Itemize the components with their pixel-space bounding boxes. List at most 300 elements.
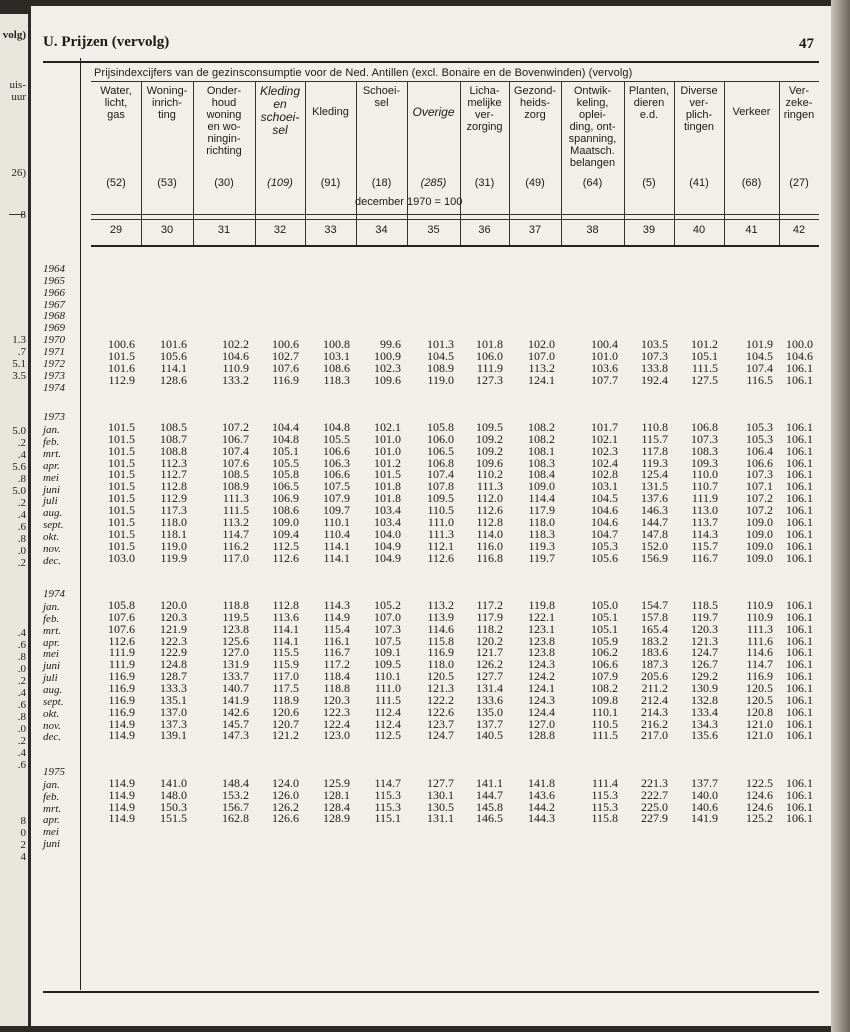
table-cell: 126.2 [476,657,503,672]
table-cell: 126.0 [272,787,299,802]
table-cell: 109.0 [528,479,555,494]
column-header [724,82,779,218]
table-cell: 122.2 [427,692,454,707]
table-cell: 106.1 [786,479,813,494]
table-cell: 123.8 [528,633,555,648]
table-cell: 109.0 [272,514,299,529]
margin-fragment: .2 [17,497,26,509]
table-cell: 114.7 [374,775,401,790]
row-label: feb. [43,790,60,803]
table-cell: 115.3 [591,799,618,814]
table-cell: 124.8 [160,657,187,672]
table-cell: 124.6 [746,787,773,802]
table-cell: 101.0 [374,431,401,446]
table-cell: 105.3 [746,420,773,435]
table-cell: 140.0 [691,787,718,802]
table-cell: 227.9 [641,811,668,826]
table-cell: 125.9 [323,775,350,790]
row-label: jan. [43,778,60,791]
table-cell: 114.1 [323,550,350,565]
table-cell: 113.0 [691,503,718,518]
table-cell: 100.4 [591,337,618,352]
row-label: 1975 [43,765,65,778]
table-cell: 145.7 [222,716,249,731]
table-cell: 108.6 [323,360,350,375]
table-cell: 112.6 [427,550,454,565]
table-cell: 107.3 [374,621,401,636]
table-cell: 147.3 [222,728,249,743]
table-cell: 118.0 [427,657,454,672]
column-rule [356,82,357,247]
table-cell: 137.0 [160,704,187,719]
table-cell: 118.3 [528,526,555,541]
table-cell: 124.1 [528,680,555,695]
table-cell: 107.2 [746,491,773,506]
table-cell: 135.6 [691,728,718,743]
table-cell: 137.3 [160,716,187,731]
table-cell: 134.3 [691,716,718,731]
table-cell: 115.7 [691,538,718,553]
table-cell: 112.0 [476,491,503,506]
table-cell: 133.2 [222,372,249,387]
table-cell: 130.1 [427,787,454,802]
table-cell: 128.8 [528,728,555,743]
table-cell: 106.8 [427,455,454,470]
table-cell: 111.5 [691,360,718,375]
bottom-rule [43,991,819,993]
row-label: 1974 [43,381,65,394]
column-number: 29 [109,224,123,236]
row-label: dec. [43,554,62,567]
table-cell: 106.1 [786,360,813,375]
row-label: juni [43,838,61,851]
table-cell: 121.9 [160,621,187,636]
table-cell: 115.8 [591,811,618,826]
table-cell: 115.1 [374,811,401,826]
table-cell: 104.7 [591,526,618,541]
table-cell: 113.2 [427,597,454,612]
margin-fragment: 8 [20,815,26,827]
margin-fragment: volg) [2,29,26,41]
table-cell: 103.5 [641,337,668,352]
column-header [779,82,819,218]
table-cell: 105.8 [272,467,299,482]
row-label: mrt. [43,624,62,637]
table-cell: 116.8 [476,550,503,565]
margin-fragment: uis- [9,79,26,91]
margin-fragment: .6 [17,521,26,533]
column-label: Ontwik- keling, oplei- ding, ont- spanning, Maatsch. belangen [568,85,617,169]
table-cell: 101.5 [108,420,135,435]
table-cell: 104.4 [272,420,299,435]
table-cell: 127.0 [528,716,555,731]
column-header [509,82,561,218]
table-supertitle: Prijsindexcijfers van de gezinsconsumptie voor de Ned. Antillen (excl. Bonaire en de Bovenwinden) (vervolg) [94,67,633,79]
row-label: apr. [43,814,60,827]
table-cell: 110.9 [746,597,773,612]
table-cell: 108.5 [222,467,249,482]
top-rule [43,61,819,63]
margin-fragment: 1.3 [12,334,26,346]
table-cell: 101.8 [374,491,401,506]
table-cell: 137.7 [691,775,718,790]
column-number: 41 [745,224,758,236]
table-cell: 217.0 [641,728,668,743]
table-cell: 123.8 [222,621,249,636]
column-header [193,82,255,218]
table-cell: 114.7 [746,657,773,672]
margin-fragment: .4 [17,687,26,699]
table-cell: 100.0 [786,337,813,352]
margin-fragment: .8 [17,651,26,663]
table-cell: 118.3 [323,372,350,387]
table-cell: 106.6 [591,657,618,672]
table-cell: 120.5 [746,692,773,707]
table-cell: 104.5 [427,348,454,363]
table-cell: 108.8 [160,443,187,458]
table-cell: 121.7 [476,645,503,660]
table-cell: 115.5 [272,645,299,660]
table-cell: 104.9 [374,538,401,553]
table-cell: 116.7 [323,645,350,660]
table-cell: 109.0 [746,526,773,541]
column-header [305,82,356,218]
table-cell: 106.1 [786,503,813,518]
table-cell: 113.7 [691,514,718,529]
table-cell: 118.1 [160,526,187,541]
row-label: mei [43,471,59,484]
table-cell: 107.5 [374,633,401,648]
table-cell: 101.2 [374,455,401,470]
table-cell: 102.2 [222,337,249,352]
table-cell: 113.2 [222,514,249,529]
column-weight: (68) [741,177,762,189]
table-cell: 113.6 [272,609,299,624]
table-cell: 222.7 [641,787,668,802]
table-cell: 123.0 [323,728,350,743]
table-cell: 108.2 [528,420,555,435]
base-rule [91,214,819,215]
table-cell: 120.3 [323,692,350,707]
row-label: 1972 [43,357,65,370]
table-cell: 114.9 [108,728,135,743]
table-cell: 104.5 [746,348,773,363]
table-cell: 123.8 [528,645,555,660]
table-cell: 106.2 [591,645,618,660]
column-header [460,82,509,218]
table-cell: 112.6 [108,633,135,648]
row-label: 1966 [43,286,65,299]
table-cell: 111.3 [476,479,503,494]
column-weight: (18) [371,177,392,189]
table-cell: 117.2 [476,597,503,612]
column-weight: (91) [320,177,341,189]
table-cell: 116.9 [108,680,135,695]
table-cell: 103.1 [323,348,350,363]
table-cell: 109.1 [374,645,401,660]
table-cell: 141.0 [160,775,187,790]
table-cell: 101.5 [108,503,135,518]
table-cell: 137.6 [641,491,668,506]
table-cell: 114.3 [323,597,350,612]
table-cell: 102.4 [591,455,618,470]
table-cell: 119.0 [427,372,454,387]
column-rule [624,82,625,247]
table-cell: 131.4 [476,680,503,695]
column-weight: (30) [214,177,234,189]
table-cell: 115.4 [323,621,350,636]
row-label: feb. [43,436,60,449]
table-cell: 103.6 [591,360,618,375]
table-cell: 124.6 [746,799,773,814]
margin-fragment: .7 [17,346,26,358]
table-cell: 141.9 [691,811,718,826]
table-cell: 133.7 [222,669,249,684]
table-cell: 110.1 [323,514,350,529]
table-cell: 102.3 [591,443,618,458]
table-cell: 112.3 [160,455,187,470]
margin-fragment: 0 [20,827,26,839]
table-cell: 128.6 [160,372,187,387]
row-label: apr. [43,636,60,649]
column-number-rule-bottom [91,245,819,247]
table-cell: 127.7 [476,669,503,684]
table-cell: 128.7 [160,669,187,684]
table-cell: 106.1 [786,811,813,826]
column-rule [407,82,408,247]
row-label: okt. [43,531,60,544]
table-cell: 144.2 [528,799,555,814]
table-cell: 133.6 [476,692,503,707]
table-cell: 109.0 [746,514,773,529]
table-cell: 112.9 [108,372,135,387]
table-cell: 103.1 [591,479,618,494]
table-cell: 118.5 [691,597,718,612]
table-cell: 112.7 [160,467,187,482]
table-cell: 130.9 [691,680,718,695]
table-cell: 153.2 [222,787,249,802]
table-cell: 104.5 [591,491,618,506]
table-cell: 108.6 [272,503,299,518]
table-cell: 106.3 [323,455,350,470]
document-page [31,6,831,1026]
table-cell: 104.8 [323,420,350,435]
table-cell: 125.4 [641,467,668,482]
row-label: okt. [43,707,60,720]
table-cell: 103.0 [108,550,135,565]
table-cell: 106.1 [786,692,813,707]
row-label: juli [43,495,58,508]
margin-fragment: 26) [11,167,26,179]
margin-fragment: .8 [17,533,26,545]
table-cell: 114.1 [272,633,299,648]
table-cell: 106.5 [427,443,454,458]
column-rule [141,82,142,247]
table-cell: 135.0 [476,704,503,719]
table-cell: 124.1 [528,372,555,387]
column-rule [674,82,675,247]
table-cell: 112.6 [476,503,503,518]
table-cell: 114.6 [746,645,773,660]
row-label: jan. [43,424,60,437]
table-cell: 122.6 [427,704,454,719]
table-cell: 108.9 [222,479,249,494]
table-cell: 106.5 [272,479,299,494]
table-cell: 119.7 [691,609,718,624]
table-cell: 109.5 [427,491,454,506]
table-cell: 100.8 [323,337,350,352]
table-cell: 101.5 [108,491,135,506]
table-cell: 116.9 [272,372,299,387]
table-cell: 106.6 [746,455,773,470]
table-cell: 127.5 [691,372,718,387]
table-cell: 109.8 [591,692,618,707]
table-cell: 108.1 [528,443,555,458]
table-cell: 106.1 [786,538,813,553]
table-cell: 120.7 [272,716,299,731]
table-cell: 101.7 [591,420,618,435]
column-weight: (41) [689,177,709,189]
table-cell: 113.2 [528,360,555,375]
table-cell: 109.0 [746,550,773,565]
table-cell: 114.9 [108,811,135,826]
table-cell: 106.1 [786,455,813,470]
column-label: Woning- inrich- ting [146,85,188,121]
table-cell: 107.2 [222,420,249,435]
table-cell: 128.1 [323,787,350,802]
table-cell: 112.1 [427,538,454,553]
table-cell: 117.3 [160,503,187,518]
table-cell: 111.9 [476,360,503,375]
margin-fragment: 5.1 [12,358,26,370]
row-label: 1973 [43,411,65,424]
table-cell: 101.0 [374,443,401,458]
table-cell: 131.1 [427,811,454,826]
table-cell: 107.8 [427,479,454,494]
table-cell: 109.5 [476,420,503,435]
table-cell: 120.5 [427,669,454,684]
column-header [561,82,624,218]
table-cell: 183.2 [641,633,668,648]
table-cell: 114.0 [476,526,503,541]
table-cell: 121.0 [746,728,773,743]
table-cell: 127.7 [427,775,454,790]
table-cell: 117.0 [272,669,299,684]
table-cell: 119.3 [641,455,668,470]
table-cell: 101.6 [160,337,187,352]
column-label: Gezond- heids- zorg [513,85,557,121]
table-cell: 152.0 [641,538,668,553]
row-label: apr. [43,459,60,472]
table-cell: 115.8 [427,633,454,648]
table-cell: 127.3 [476,372,503,387]
column-number-rule-top [91,219,819,220]
table-cell: 114.9 [323,609,350,624]
table-cell: 116.9 [108,704,135,719]
table-cell: 112.9 [160,491,187,506]
table-cell: 121.3 [427,680,454,695]
table-cell: 101.5 [108,514,135,529]
table-cell: 105.3 [746,431,773,446]
table-cell: 142.6 [222,704,249,719]
table-cell: 108.3 [528,455,555,470]
page-number: 47 [799,36,814,52]
table-cell: 141.1 [476,775,503,790]
row-label: juni [43,483,61,496]
table-cell: 107.4 [746,360,773,375]
table-cell: 105.9 [591,633,618,648]
column-label: Kleding [312,106,349,118]
table-cell: 105.3 [591,538,618,553]
table-cell: 106.1 [786,680,813,695]
table-cell: 211.2 [641,680,668,695]
table-cell: 102.1 [374,420,401,435]
table-cell: 116.1 [323,633,350,648]
table-cell: 105.5 [323,431,350,446]
table-cell: 110.5 [427,503,454,518]
table-cell: 114.1 [160,360,187,375]
row-label: nov. [43,719,61,732]
stub-column-rule [80,58,81,990]
table-cell: 114.7 [222,526,249,541]
margin-fragment: 3.5 [12,370,26,382]
margin-fragment: 5.6 [12,461,26,473]
table-cell: 114.9 [108,787,135,802]
table-cell: 192.4 [641,372,668,387]
table-cell: 101.8 [374,479,401,494]
table-cell: 140.5 [476,728,503,743]
table-cell: 214.3 [641,704,668,719]
table-cell: 120.3 [160,609,187,624]
table-cell: 111.0 [427,514,454,529]
table-cell: 112.8 [476,514,503,529]
table-cell: 105.1 [591,609,618,624]
margin-fragment: 5.0 [12,485,26,497]
table-cell: 104.8 [272,431,299,446]
column-rule [561,82,562,247]
table-cell: 129.2 [691,669,718,684]
margin-fragment: .8 [17,711,26,723]
table-cell: 108.7 [160,431,187,446]
column-number: 34 [375,224,388,236]
column-weight: (285) [420,177,447,189]
table-cell: 114.1 [272,621,299,636]
table-cell: 118.8 [323,680,350,695]
table-cell: 119.5 [222,609,249,624]
table-cell: 107.4 [222,443,249,458]
page-title: U. Prijzen (vervolg) [43,34,170,50]
margin-fragment: 2 [20,839,26,851]
table-cell: 150.3 [160,799,187,814]
table-cell: 122.1 [528,609,555,624]
margin-fragment: .2 [17,735,26,747]
table-cell: 106.1 [786,787,813,802]
row-label: 1973 [43,369,65,382]
table-cell: 121.2 [272,728,299,743]
row-label: mrt. [43,802,62,815]
table-cell: 120.0 [160,597,187,612]
table-cell: 109.2 [476,443,503,458]
column-number: 39 [642,224,656,236]
table-cell: 100.9 [374,348,401,363]
table-cell: 120.3 [691,621,718,636]
row-label: mei [43,648,59,661]
table-cell: 115.7 [641,431,668,446]
table-cell: 106.1 [786,420,813,435]
table-cell: 101.2 [691,337,718,352]
table-cell: 114.4 [528,491,555,506]
table-cell: 102.7 [272,348,299,363]
